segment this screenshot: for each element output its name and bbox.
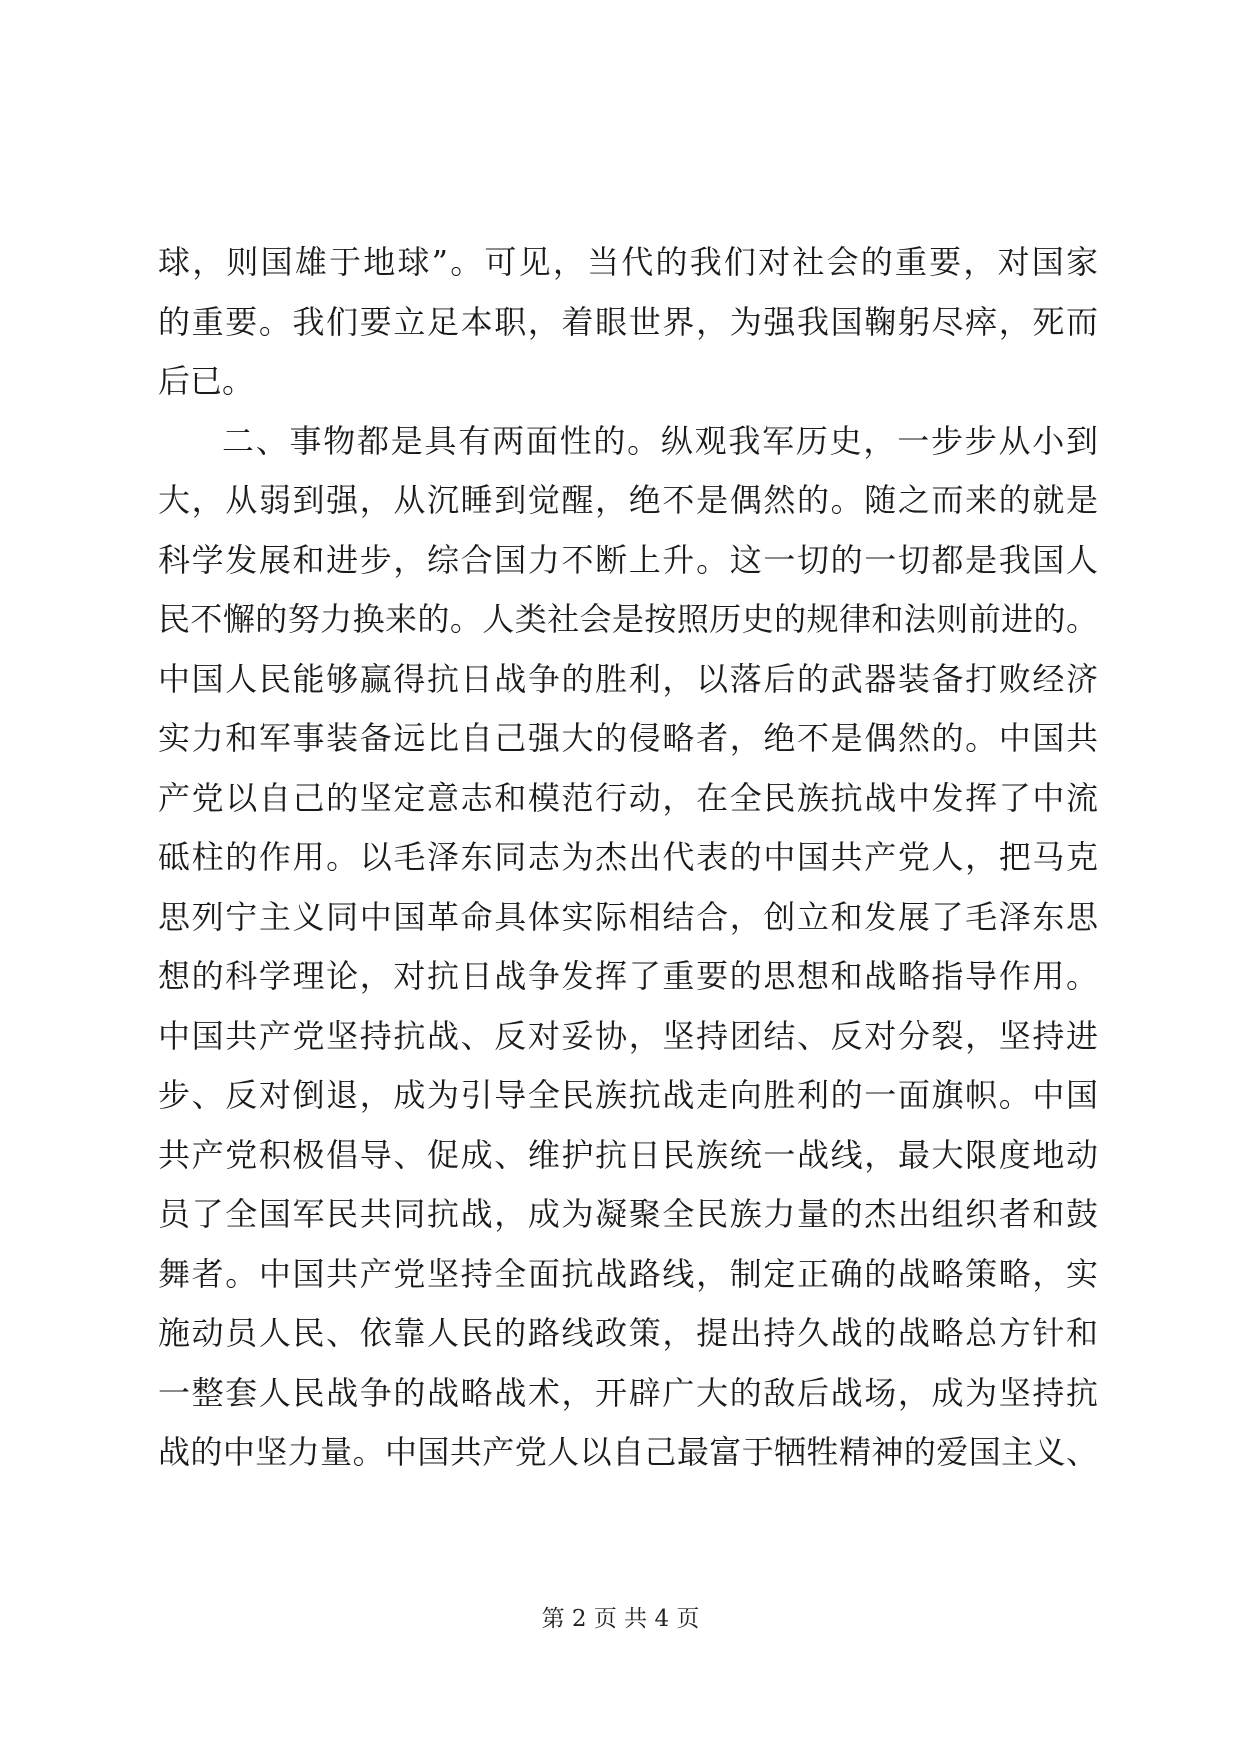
text-line: 中国共产党坚持抗战、反对妥协，坚持团结、反对分裂，坚持进 xyxy=(158,1016,1098,1055)
paragraph-1 xyxy=(158,233,1098,412)
text-line: 舞者。中国共产党坚持全面抗战路线，制定正确的战略策略，实 xyxy=(158,1254,1098,1293)
text-line: 实力和军事装备远比自己强大的侵略者，绝不是偶然的。中国共 xyxy=(158,719,1098,757)
text-line: 大，从弱到强，从沉睡到觉醒，绝不是偶然的。随之而来的就是 xyxy=(158,481,1098,519)
text-line: 球，则国雄于地球”。可见，当代的我们对社会的重要，对国家 xyxy=(158,243,1098,281)
text-line: 科学发展和进步，综合国力不断上升。这一切的一切都是我国人 xyxy=(158,540,1098,579)
text-line: 一整套人民战争的战略战术，开辟广大的敌后战场，成为坚持抗 xyxy=(158,1373,1098,1412)
text-line: 的重要。我们要立足本职，着眼世界，为强我国鞠躬尽瘁，死而 xyxy=(158,302,1098,341)
page-indicator: 第 2 页 共 4 页 xyxy=(541,1606,700,1632)
text-line: 二、事物都是具有两面性的。纵观我军历史，一步步从小到 xyxy=(222,421,1098,460)
text-line: 产党以自己的坚定意志和模范行动，在全民族抗战中发挥了中流 xyxy=(158,778,1098,817)
text-line: 砥柱的作用。以毛泽东同志为杰出代表的中国共产党人，把马克 xyxy=(158,838,1098,876)
page-footer xyxy=(0,1600,1241,1633)
text-line: 施动员人民、依靠人民的路线政策，提出持久战的战略总方针和 xyxy=(158,1314,1098,1352)
text-line: 中国人民能够赢得抗日战争的胜利，以落后的武器装备打败经济 xyxy=(158,659,1098,698)
text-line: 步、反对倒退，成为引导全民族抗战走向胜利的一面旗帜。中国 xyxy=(158,1076,1098,1114)
text-line: 共产党积极倡导、促成、维护抗日民族统一战线，最大限度地动 xyxy=(158,1135,1098,1174)
text-line: 战的中坚力量。中国共产党人以自己最富于牺牲精神的爱国主义、 xyxy=(158,1433,1098,1471)
body-text xyxy=(158,233,1098,1542)
paragraph-2 xyxy=(158,412,1098,1543)
text-line: 民不懈的努力换来的。人类社会是按照历史的规律和法则前进的。 xyxy=(158,600,1098,638)
text-line xyxy=(158,1483,1098,1543)
text-line: 后已。 xyxy=(158,362,255,400)
text-line: 思列宁主义同中国革命具体实际相结合，创立和发展了毛泽东思 xyxy=(158,897,1098,936)
text-line: 想的科学理论，对抗日战争发挥了重要的思想和战略指导作用。 xyxy=(158,957,1098,995)
text-line: 员了全国军民共同抗战，成为凝聚全民族力量的杰出组织者和鼓 xyxy=(158,1195,1098,1233)
